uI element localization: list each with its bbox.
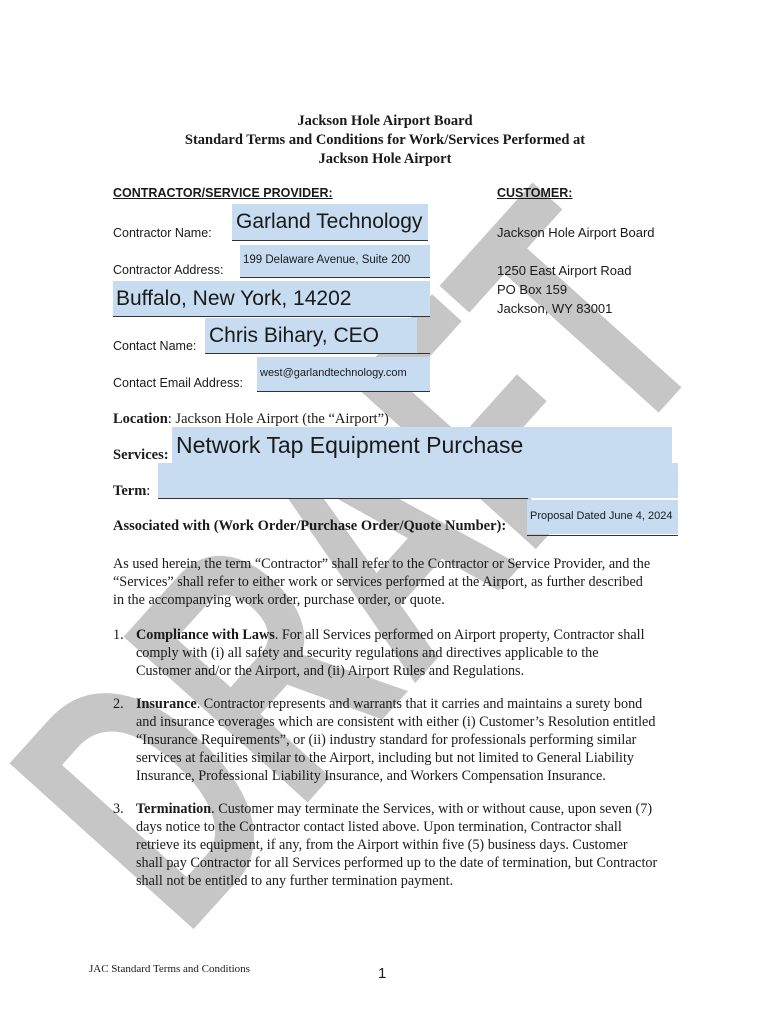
footer-doc-name: JAC Standard Terms and Conditions <box>89 963 250 975</box>
services-label: Services: <box>113 447 169 463</box>
intro-line: As used herein, the term “Contractor” shall refer to the Contractor or Service Provider, and the <box>113 556 651 572</box>
contractor-address-label: Contractor Address: <box>113 263 224 277</box>
section-line: . For all Services performed on Airport property, Contractor shall <box>274 627 645 643</box>
location-row <box>113 411 389 428</box>
customer-address-line2: PO Box 159 <box>497 282 568 297</box>
section-line: retrieve its equipment, if any, from the Airport within five (5) business days. Customer <box>136 837 628 853</box>
section-line: shall not be entitled to any further termination payment. <box>136 873 454 889</box>
section-line: and insurance coverages which are consistent with either (i) Customer’s Resolution entitled <box>136 714 656 730</box>
section-line: Customer and/or the Airport, and (ii) Airport Rules and Regulations. <box>136 663 525 679</box>
section-line: comply with (i) all safety and security regulations and directives applicable to the <box>136 645 599 661</box>
location-value: : Jackson Hole Airport (the “Airport”) <box>167 411 389 427</box>
section-line: days notice to the Contractor contact listed above. Upon termination, Contractor shall <box>136 819 622 835</box>
term-colon: : <box>146 483 151 499</box>
contact-name-underline <box>205 353 430 354</box>
contractor-address-line2-field[interactable]: Buffalo, New York, 14202 <box>113 281 430 316</box>
contact-email-field[interactable]: west@garlandtechnology.com <box>257 357 430 391</box>
term-underline <box>158 498 528 499</box>
section-line: shall pay Contractor for all Services performed up to the date of termination, but Contractor <box>136 855 658 871</box>
intro-line: in the accompanying work order, purchase order, or quote. <box>113 592 445 608</box>
section-line: services at facilities similar to the Airport, including but not limited to General Liability <box>136 750 635 766</box>
section-title: Insurance <box>136 696 197 712</box>
section-line: . Contractor represents and warrants that it carries and maintains a surety bond <box>196 696 643 712</box>
contact-name-label: Contact Name: <box>113 339 197 353</box>
term-row <box>113 483 150 500</box>
customer-heading: CUSTOMER: <box>497 186 573 200</box>
contact-name-field[interactable]: Chris Bihary, CEO <box>205 318 417 353</box>
section-number: 2. <box>113 696 124 712</box>
section-line: . Customer may terminate the Services, with or without cause, upon seven (7) <box>211 801 653 817</box>
doc-title-line3: Jackson Hole Airport <box>318 151 452 167</box>
section-title: Termination <box>136 801 212 817</box>
contractor-address2-underline <box>113 316 430 317</box>
contact-email-label: Contact Email Address: <box>113 376 243 390</box>
doc-title-line2: Standard Terms and Conditions for Work/Services Performed at <box>184 132 586 148</box>
contractor-address-line1-field[interactable]: 199 Delaware Avenue, Suite 200 <box>240 245 430 277</box>
doc-title-line1: Jackson Hole Airport Board <box>297 113 473 129</box>
contractor-heading: CONTRACTOR/SERVICE PROVIDER: <box>113 186 333 200</box>
section-number: 1. <box>113 627 124 643</box>
intro-line: “Services” shall refer to either work or services performed at the Airport, as further described <box>113 574 643 590</box>
associated-label: Associated with (Work Order/Purchase Order/Quote Number): <box>113 518 507 534</box>
customer-address-line3: Jackson, WY 83001 <box>497 301 613 316</box>
page-number: 1 <box>378 965 387 982</box>
section-line: “Insurance Requirements”, or (ii) industry standard for professionals performing similar <box>136 732 637 748</box>
location-label: Location <box>113 411 168 427</box>
section-number: 3. <box>113 801 124 817</box>
contractor-name-underline <box>232 240 428 241</box>
contact-email-underline <box>257 391 430 392</box>
intro-paragraph <box>113 555 679 609</box>
services-field[interactable]: Network Tap Equipment Purchase <box>172 427 672 463</box>
term-field[interactable] <box>158 463 678 498</box>
associated-underline <box>527 535 678 536</box>
customer-address-line1: 1250 East Airport Road <box>497 263 632 278</box>
section-title: Compliance with Laws <box>136 627 275 643</box>
term-label: Term <box>113 483 147 499</box>
contractor-name-label: Contractor Name: <box>113 226 212 240</box>
customer-name: Jackson Hole Airport Board <box>497 225 655 240</box>
contractor-address-underline <box>240 277 430 278</box>
associated-field[interactable]: Proposal Dated June 4, 2024 <box>527 500 678 534</box>
contractor-name-field[interactable]: Garland Technology <box>232 204 428 240</box>
section-line: Insurance, Professional Liability Insurance, and Workers Compensation Insurance. <box>136 768 606 784</box>
